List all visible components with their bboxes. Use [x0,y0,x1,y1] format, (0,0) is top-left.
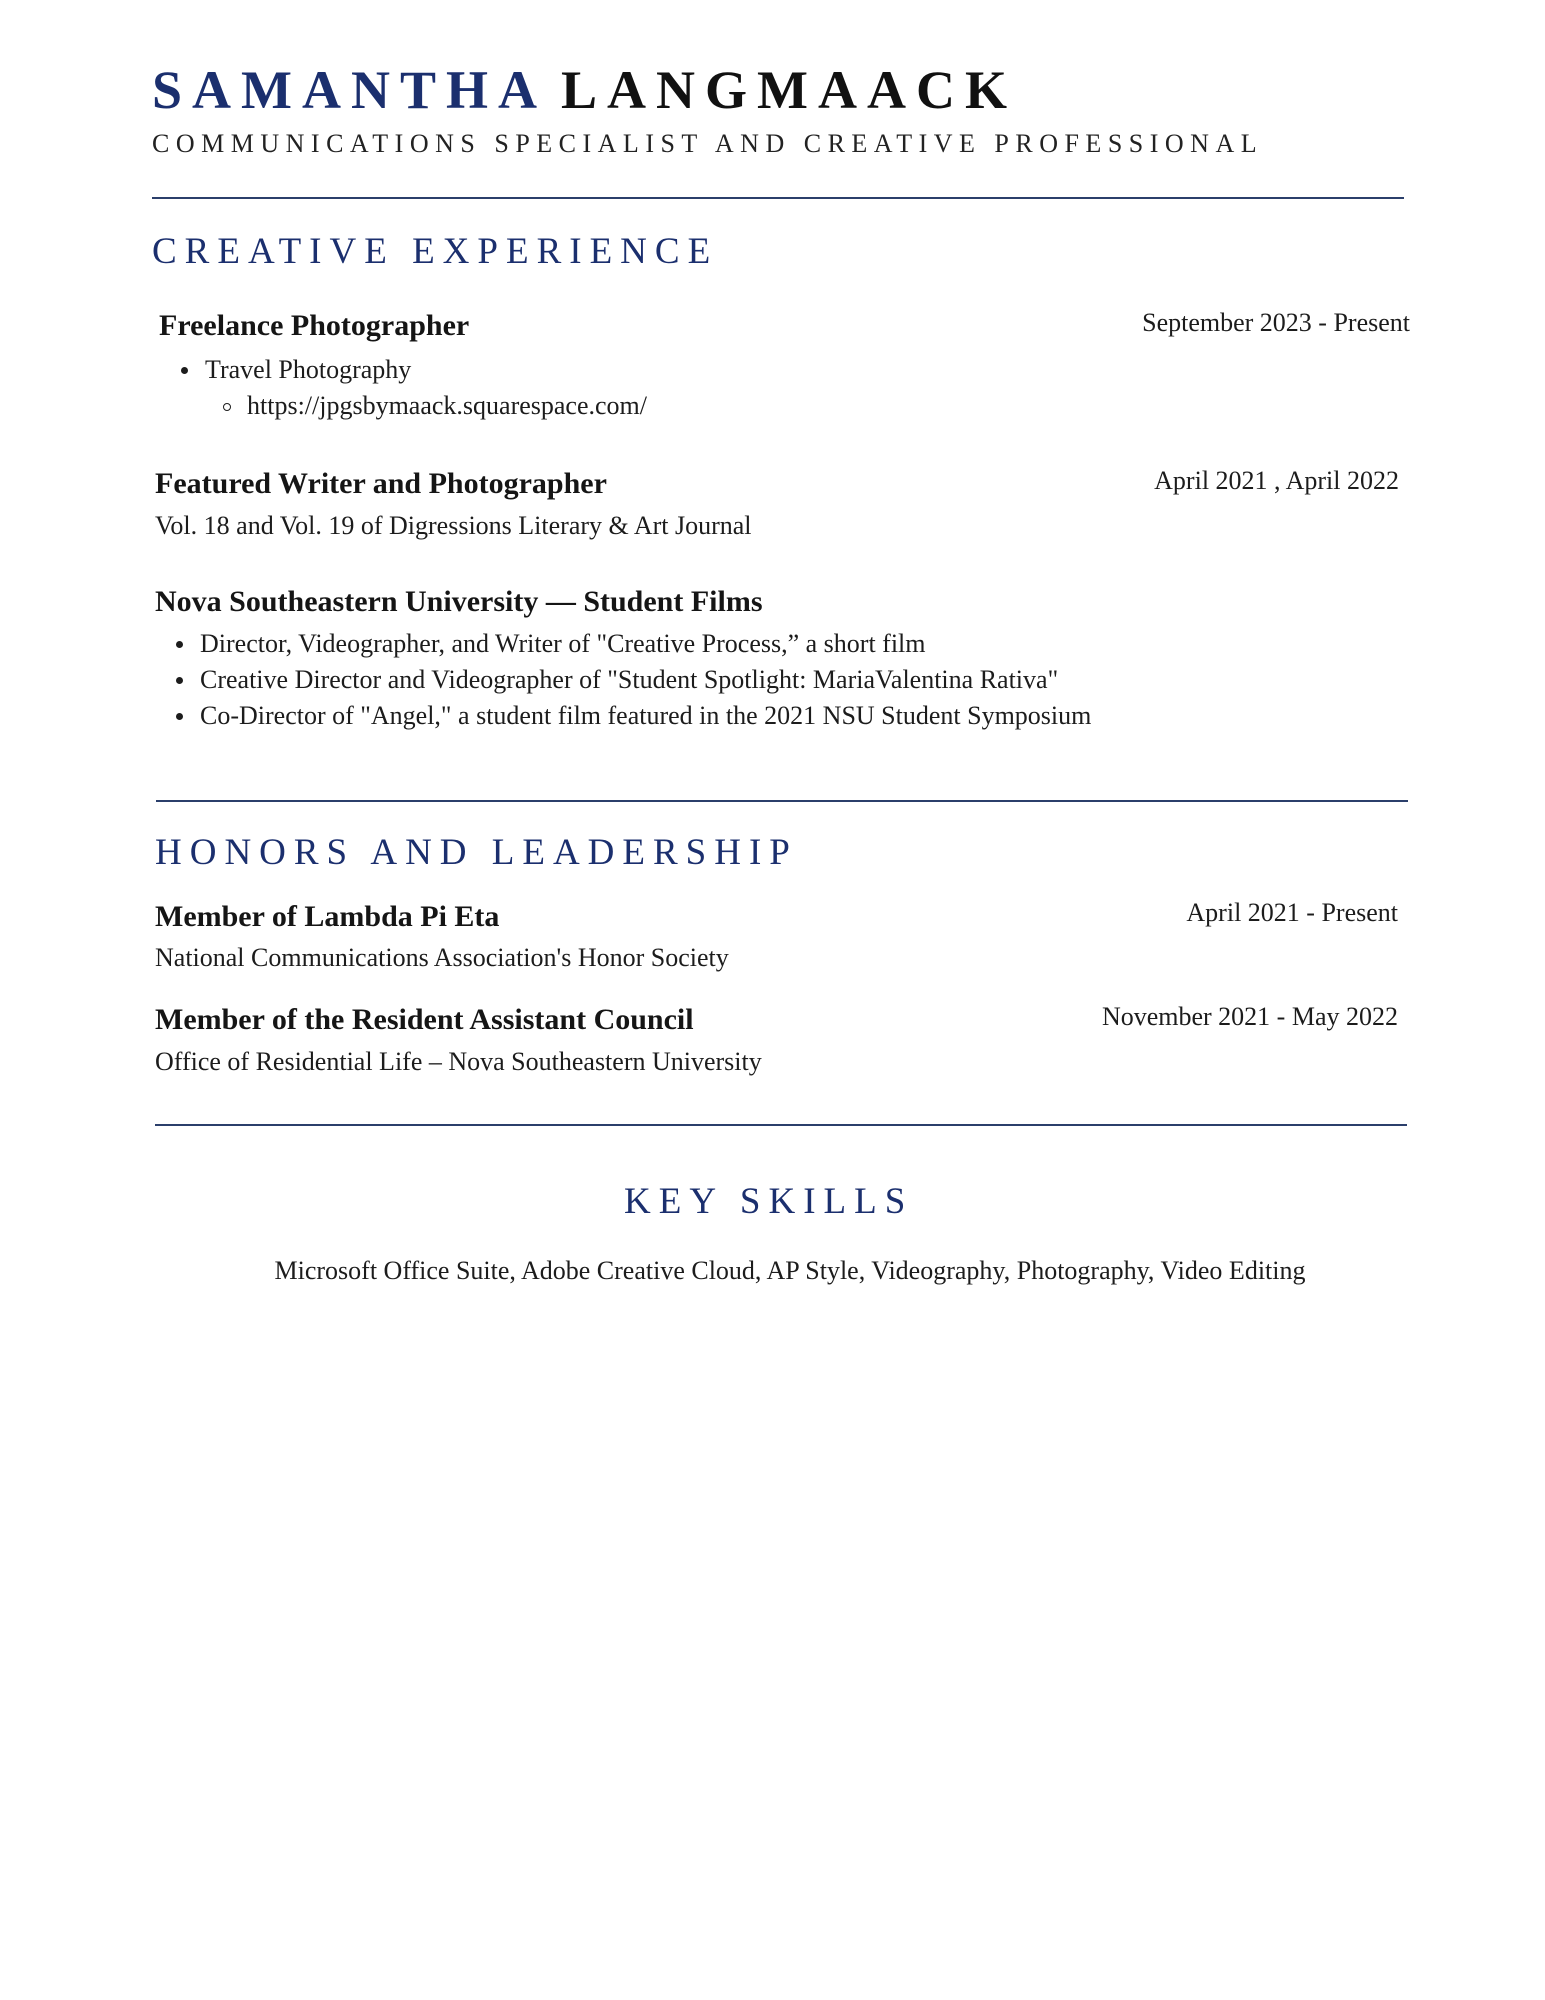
student-films-list [160,626,1091,734]
divider-honors [155,1124,1407,1126]
list-item: Director, Videographer, and Writer of "Creative Process,” a short film [160,626,1091,662]
key-skills-list: Microsoft Office Suite, Adobe Creative Cloud, AP Style, Videography, Photography, Video Editing [274,1256,1306,1285]
resume-name [152,58,1017,122]
last-name: LANGMAACK [561,60,1017,120]
date-lambda-pi-eta: April 2021 - Present [1186,898,1398,927]
date-ra-council: November 2021 - May 2022 [1101,1002,1398,1031]
ra-council-detail: Office of Residential Life – Nova Southeastern University [155,1047,762,1076]
section-title-creative-experience: CREATIVE EXPERIENCE [152,231,719,272]
list-item: Travel Photography [165,352,647,388]
portfolio-link[interactable]: https://jpgsbymaack.squarespace.com/ [207,388,647,424]
job-title-ra-council: Member of the Resident Assistant Council [155,1003,694,1036]
professional-subtitle: COMMUNICATIONS SPECIALIST AND CREATIVE PROFESSIONAL [152,129,1264,158]
divider-header [152,197,1404,199]
first-name: SAMANTHA [152,60,548,120]
job-title-freelance: Freelance Photographer [159,309,470,342]
section-title-key-skills: KEY SKILLS [624,1181,914,1222]
job-title-student-films: Nova Southeastern University — Student Films [155,585,763,618]
featured-writer-detail: Vol. 18 and Vol. 19 of Digressions Literary & Art Journal [155,511,752,540]
divider-creative [156,800,1408,802]
job-title-featured-writer: Featured Writer and Photographer [155,467,607,500]
date-freelance: September 2023 - Present [1142,308,1410,337]
freelance-bullets [165,352,647,424]
date-featured-writer: April 2021 , April 2022 [1154,466,1399,495]
job-title-lambda-pi-eta: Member of Lambda Pi Eta [155,900,500,933]
list-item: Creative Director and Videographer of "Student Spotlight: MariaValentina Rativa" [160,662,1091,698]
section-title-honors: HONORS AND LEADERSHIP [155,832,798,873]
list-item: Co-Director of "Angel," a student film featured in the 2021 NSU Student Symposium [160,698,1091,734]
lambda-pi-eta-detail: National Communications Association's Honor Society [155,943,729,972]
